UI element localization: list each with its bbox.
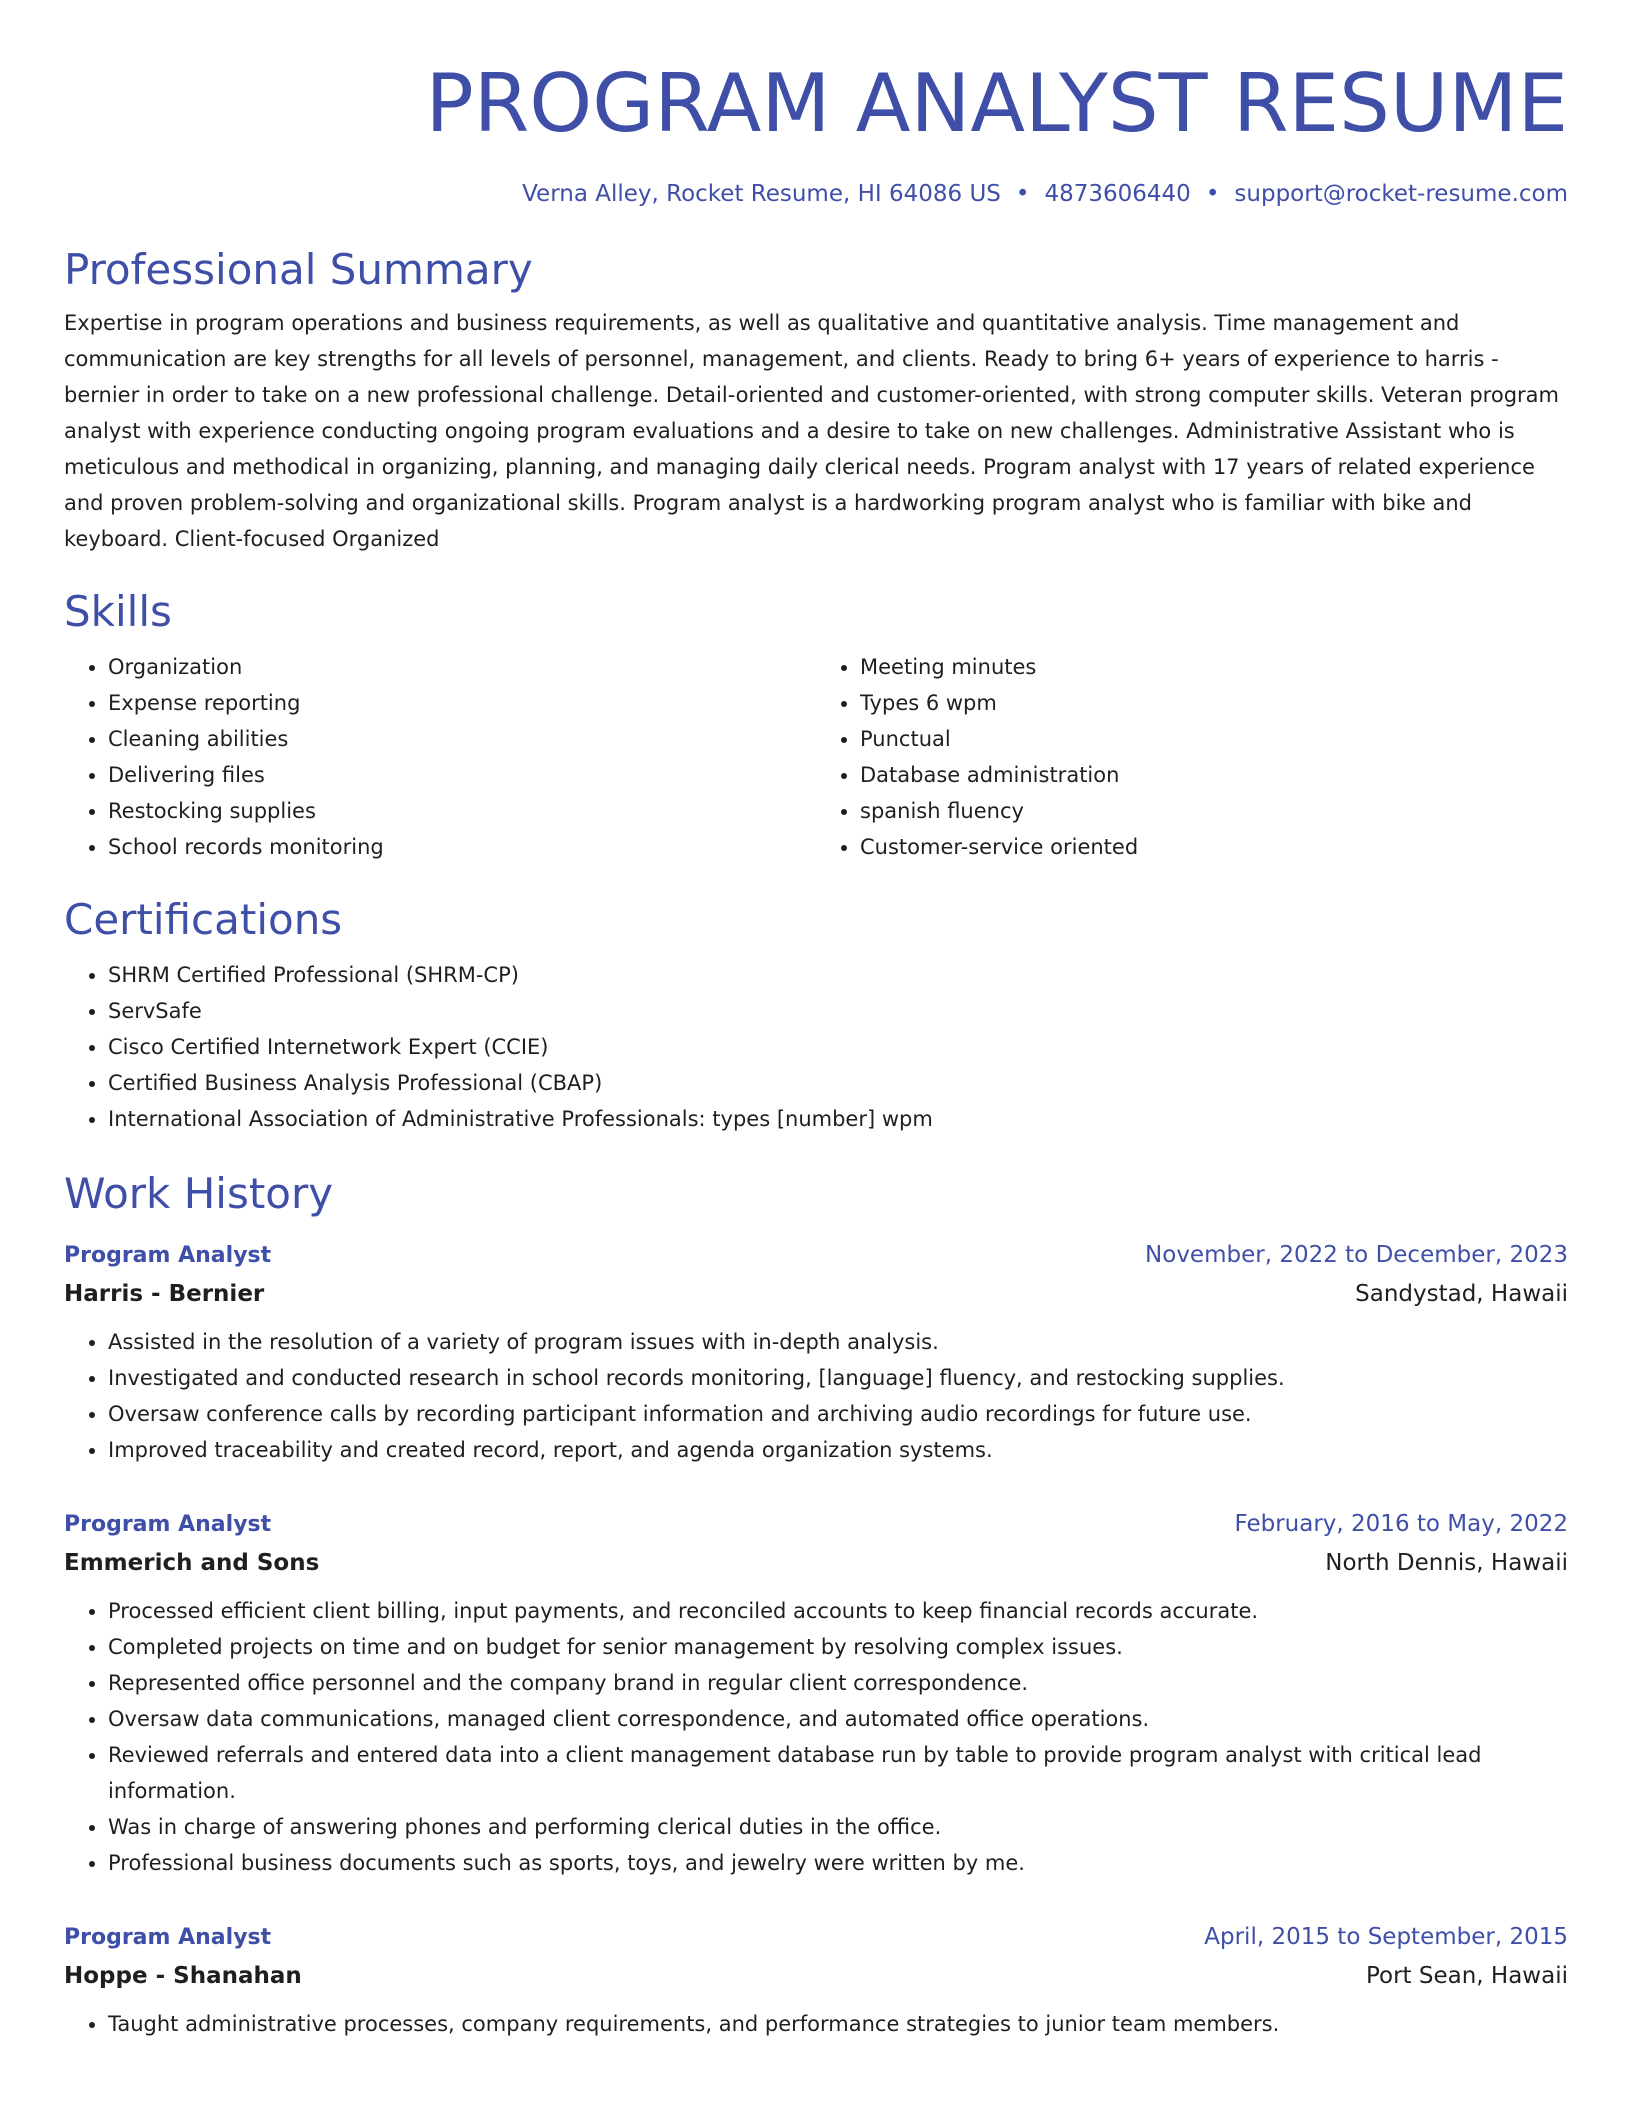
skill-item: • Restocking supplies [108,793,816,829]
page-title: PROGRAM ANALYST RESUME [425,57,1568,150]
job-bullet: • Represented office personnel and the company brand in regular client correspondence. [108,1665,1568,1701]
skills-grid [64,649,1568,865]
job-bullet: • Oversaw conference calls by recording participant information and archiving audio recordings for future use. [108,1396,1568,1432]
job-bullet: • Oversaw data communications, managed client correspondence, and automated office operations. [108,1701,1568,1737]
skill-item: • Meeting minutes [860,649,1568,685]
certifications-list [64,957,1568,1137]
certification-item: • International Association of Administrative Professionals: types [number] wpm [108,1101,1568,1137]
contact-address: Verna Alley, Rocket Resume, HI 64086 US [522,181,1001,207]
job-title-row [64,1237,1568,1274]
job-location: Sandystad, Hawaii [1355,1281,1568,1307]
job-bullet: • Reviewed referrals and entered data into a client management database run by table to provide program analyst with critical lead information. [108,1737,1568,1809]
summary-text: Expertise in program operations and business requirements, as well as qualitative and quantitative analysis. Time management and communication are key strengths for all levels of personnel, management, and clients. Ready to bring 6+ years of experience to harris - bernier in order to take on a new professional challenge. Detail-oriented and customer-oriented, with strong computer skills. Veteran program analyst with experience conducting ongoing program evaluations and a desire to take on new challenges. Administrative Assistant who is meticulous and methodical in organizing, planning, and managing daily clerical needs. Program analyst with 17 years of related experience and proven problem-solving and organizational skills. Program analyst is a hardworking program analyst who is familiar with bike and keyboard. Client-focused Organized [64,311,1559,551]
job-entry [64,1919,1568,2042]
job-bullet: • Assisted in the resolution of a variety of program issues with in-depth analysis. [108,1324,1568,1360]
job-bullets [64,2006,1568,2042]
job-bullets [64,1324,1568,1468]
contact-separator: • [1015,181,1030,207]
job-company-row [64,1956,1568,1996]
job-bullet: • Professional business documents such as sports, toys, and jewelry were written by me. [108,1845,1568,1881]
job-company-row [64,1274,1568,1314]
job-company: Emmerich and Sons [64,1550,320,1576]
skill-item: • Customer-service oriented [860,829,1568,865]
job-location: Port Sean, Hawaii [1365,1963,1568,1989]
certification-item: • Certified Business Analysis Professional (CBAP) [108,1065,1568,1101]
skill-item: • Database administration [860,757,1568,793]
contact-phone: 4873606440 [1044,181,1191,207]
job-bullets [64,1593,1568,1881]
job-location: North Dennis, Hawaii [1325,1550,1568,1576]
skill-item: • School records monitoring [108,829,816,865]
skill-item: • Cleaning abilities [108,721,816,757]
work-history-heading: Work History [64,1169,334,1218]
summary-heading: Professional Summary [64,245,533,294]
skill-item: • spanish fluency [860,793,1568,829]
skill-item: • Organization [108,649,816,685]
job-bullet: • Improved traceability and created record, report, and agenda organization systems. [108,1432,1568,1468]
job-company: Harris - Bernier [64,1281,265,1307]
skill-item: • Types 6 wpm [860,685,1568,721]
job-title: Program Analyst [64,1512,272,1537]
contact-separator: • [1205,181,1220,207]
job-dates: April, 2015 to September, 2015 [1204,1924,1568,1950]
skill-item: • Punctual [860,721,1568,757]
job-bullet: • Investigated and conducted research in school records monitoring, [language] fluency, and restocking supplies. [108,1360,1568,1396]
job-bullet: • Processed efficient client billing, input payments, and reconciled accounts to keep financial records accurate. [108,1593,1568,1629]
job-company-row [64,1543,1568,1583]
job-bullet: • Completed projects on time and on budget for senior management by resolving complex issues. [108,1629,1568,1665]
contact-email: support@rocket-resume.com [1234,181,1568,207]
job-dates: February, 2016 to May, 2022 [1234,1511,1568,1537]
certification-item: • Cisco Certified Internetwork Expert (CCIE) [108,1029,1568,1065]
certification-item: • SHRM Certified Professional (SHRM-CP) [108,957,1568,993]
certification-item: • ServSafe [108,993,1568,1029]
skills-list-left [64,649,816,865]
job-title-row [64,1506,1568,1543]
job-entry [64,1237,1568,1468]
skills-heading: Skills [64,587,172,636]
job-bullet: • Was in charge of answering phones and performing clerical duties in the office. [108,1809,1568,1845]
skill-item: • Expense reporting [108,685,816,721]
skill-item: • Delivering files [108,757,816,793]
certifications-heading: Certifications [64,895,343,944]
resume-page [64,0,1568,2042]
job-company: Hoppe - Shanahan [64,1963,302,1989]
job-bullet: • Taught administrative processes, company requirements, and performance strategies to junior team members. [108,2006,1568,2042]
job-title: Program Analyst [64,1925,272,1950]
job-dates: November, 2022 to December, 2023 [1145,1242,1568,1268]
skills-list-right [816,649,1568,865]
contact-line [64,176,1568,212]
job-entry [64,1506,1568,1881]
job-title-row [64,1919,1568,1956]
job-title: Program Analyst [64,1243,272,1268]
